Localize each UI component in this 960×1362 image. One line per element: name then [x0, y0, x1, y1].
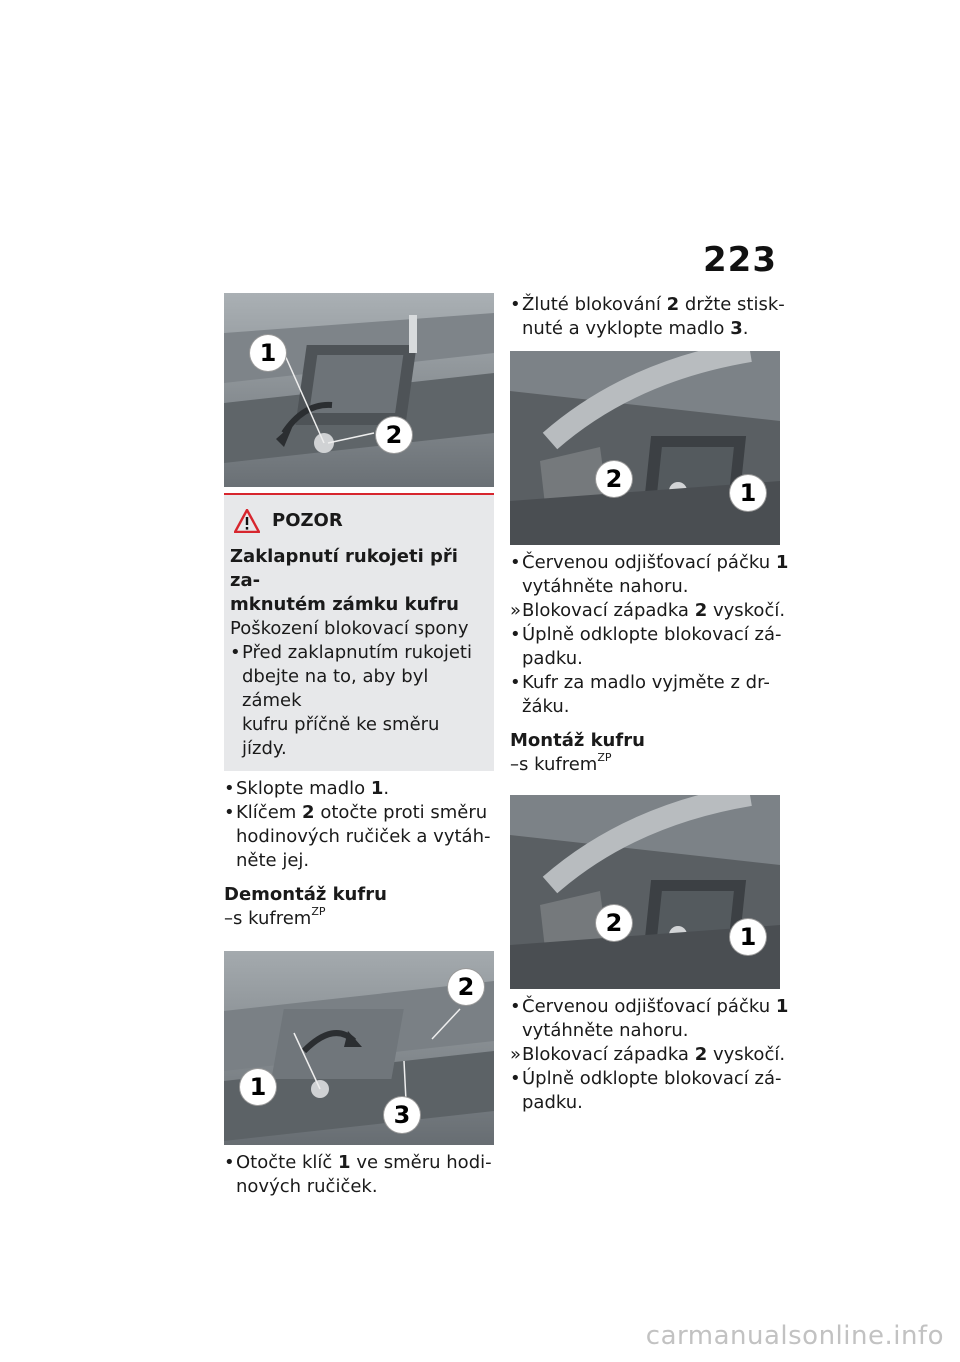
- section-title-removal: Demontáž kufru: [224, 884, 387, 905]
- warning-title: POZOR: [272, 510, 343, 531]
- section-condition-mounting: –s kufrem$^{ZP}$: [510, 751, 612, 775]
- callout-2: 2: [376, 417, 412, 453]
- step-open-latch-2: • Úplně odklopte blokovací zá- padku.: [510, 1068, 782, 1113]
- step-turn-key: • Klíčem 2 otočte proti směru hodinových ručiček a vytáh- něte jej.: [224, 802, 491, 871]
- callout-1: 1: [730, 919, 766, 955]
- result-latch-pops-2: » Blokovací západka 2 vyskočí.: [510, 1044, 786, 1065]
- callout-2: 2: [596, 905, 632, 941]
- result-latch-pops: » Blokovací západka 2 vyskočí.: [510, 600, 786, 621]
- warning-consequence: Poškození blokovací spony: [230, 618, 469, 639]
- callout-1: 1: [730, 475, 766, 511]
- warning-instruction: • Před zaklapnutím rukojeti dbejte na to, aby byl zámek kufru příčně ke směru jízdy.: [230, 642, 472, 759]
- left-column: [224, 293, 494, 1199]
- step-yellow-lock: • Žluté blokování 2 držte stisk- nuté a vyklopte madlo 3.: [510, 294, 785, 339]
- page-number: 223: [703, 240, 777, 280]
- warning-triangle-icon: [234, 509, 260, 533]
- step-pull-lever: • Červenou odjišťovací páčku 1 vytáhněte nahoru.: [510, 552, 789, 597]
- warning-box: [224, 493, 494, 771]
- callout-2: 2: [596, 461, 632, 497]
- step-open-latch: • Úplně odklopte blokovací zá- padku.: [510, 624, 782, 669]
- section-title-mounting: Montáž kufru: [510, 730, 645, 751]
- callout-1: 1: [250, 335, 286, 371]
- step-remove-case: • Kufr za madlo vyjměte z dr- žáku.: [510, 672, 770, 717]
- warning-subtitle: Zaklapnutí rukojeti při za- mknutém zámku kufru: [230, 546, 459, 615]
- step-fold-handle: • Sklopte madlo 1.: [224, 778, 390, 799]
- section-condition-removal: –s kufrem$^{ZP}$: [224, 905, 326, 929]
- photo-key-turn: [224, 951, 494, 1145]
- callout-1: 1: [240, 1069, 276, 1105]
- step-pull-lever-2: • Červenou odjišťovací páčku 1 vytáhněte nahoru.: [510, 996, 789, 1041]
- photo-lock-release-2: [510, 795, 780, 989]
- photo-handle-fold: [224, 293, 494, 487]
- watermark-footer[interactable]: carmanualsonline.info: [645, 1321, 944, 1351]
- callout-3: 3: [384, 1097, 420, 1133]
- step-turn-key-clockwise: • Otočte klíč 1 ve směru hodi- nových ručiček.: [224, 1152, 492, 1197]
- callout-2: 2: [448, 969, 484, 1005]
- warning-header: [230, 509, 488, 533]
- right-column: [510, 293, 789, 1115]
- photo-lock-release-1: [510, 351, 780, 545]
